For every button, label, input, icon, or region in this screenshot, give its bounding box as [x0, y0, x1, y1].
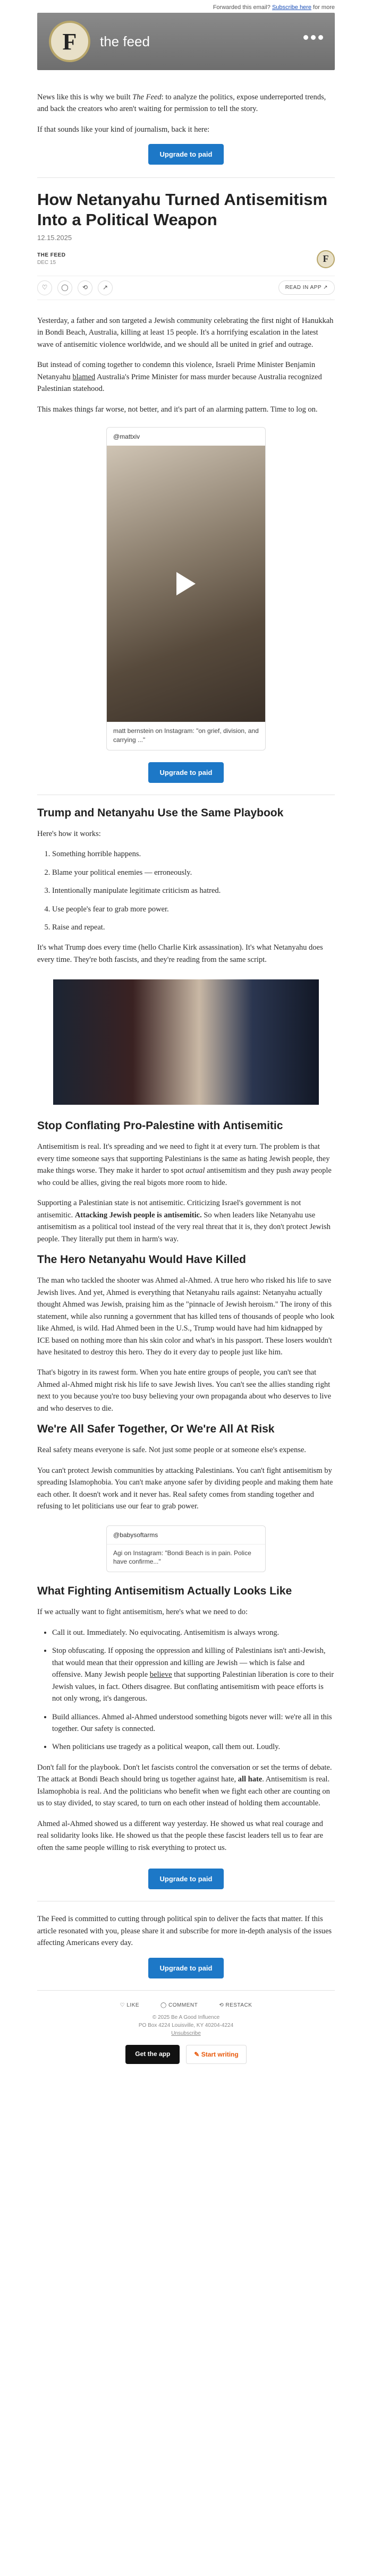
trump-netanyahu-photo — [53, 979, 319, 1105]
article-paragraph: That's bigotry in its rawest form. When you hate entire groups of people, you can't see that Ahmed al-Ahmed might risk his life to save Jewish lives. You can't see the allies standing right next to you because you're too busy believing your own propaganda about who deserves to live and who deserves to die. — [37, 1368, 332, 1413]
restack-icon[interactable]: ⟲ — [78, 280, 92, 295]
list-item: 3. Intentionally manipulate legitimate criticism as hatred. — [52, 885, 335, 897]
upgrade-button[interactable]: Upgrade to paid — [148, 762, 224, 783]
blamed-link[interactable]: blamed — [72, 372, 96, 381]
list-item: • Stop obfuscating. If opposing the oppression and killing of Palestinians isn't anti-Jewish, that would mean that their oppression and killing are Jewish — which is false and offensive. Many Jewish people believe that supporting Palestinian liberation is core to their Jewish values, in fact. Others disagree. But conflating antisemitism with peace efforts is not only wrong, it's dangerous. — [52, 1645, 335, 1704]
subscribe-link[interactable]: Subscribe here — [272, 4, 311, 11]
list-item: • Call it out. Immediately. No equivocating. Antisemitism is always wrong. — [52, 1627, 335, 1639]
list-item: 1. Something horrible happens. — [52, 848, 335, 860]
comment-icon[interactable]: ◯ — [57, 280, 72, 295]
copyright: © 2025 Be A Good Influence — [152, 2014, 220, 2020]
video-thumbnail[interactable] — [107, 446, 265, 722]
heart-icon[interactable]: ♡ — [37, 280, 52, 295]
more-dots-icon[interactable] — [303, 35, 323, 40]
fighting-list — [52, 1627, 335, 1753]
header-banner[interactable] — [37, 13, 335, 70]
read-in-app-button[interactable]: READ IN APP ↗ — [278, 280, 335, 295]
address: PO Box 4224 Louisville, KY 40204-4224 — [138, 2022, 234, 2028]
share-icon[interactable]: ↗ — [98, 280, 113, 295]
author-row — [37, 250, 335, 268]
footer-actions — [37, 2002, 335, 2008]
divider — [37, 177, 335, 178]
action-bar — [37, 276, 335, 300]
article-paragraph: If we actually want to fight antisemitism, here's what we need to do: — [37, 1608, 248, 1617]
article-paragraph: Here's how it works: — [37, 829, 101, 838]
embed-caption: matt bernstein on Instagram: "on grief, division, and carrying ..." — [107, 722, 265, 750]
footer-buttons — [37, 2045, 335, 2064]
upgrade-button[interactable]: Upgrade to paid — [148, 1958, 224, 1978]
section-heading: Trump and Netanyahu Use the Same Playbook — [37, 806, 284, 819]
instagram-embed[interactable] — [106, 1525, 266, 1573]
author-avatar[interactable]: F — [317, 250, 335, 268]
list-item: • When politicians use tragedy as a political weapon, call them out. Loudly. — [52, 1741, 335, 1753]
article-paragraph: The man who tackled the shooter was Ahmed al-Ahmed. A true hero who risked his life to save Jewish lives. And yet, Ahmed is everything that Netanyahu rails against: Netanyahu actually thought Ahmed was Jewish, praising him as the "pinnacle of Jewish heroism." The irony of this statement, while also running a government that has killed tens of thousands of people who look like Ahmed, is wild. Had Ahmed been in the U.S., Trump would have had him kidnapped by ICE based on nothing more than his skin color and what's in his passport. These losers wouldn't have hesitated to destroy this hero. They do it every day to people just like him. — [37, 1276, 334, 1357]
get-app-button[interactable]: Get the app — [125, 2045, 180, 2064]
upgrade-button[interactable]: Upgrade to paid — [148, 144, 224, 165]
playbook-list — [52, 848, 335, 933]
article-paragraph: Yesterday, a father and son targeted a Jewish community celebrating the first night of Hanukkah in Bondi Beach, Australia, killing at least 15 people. It's a horrifying escalation in the latest wave of antisemitic violence worldwide, and we should all be united in grief and outrage. — [37, 316, 334, 349]
section-heading: We're All Safer Together, Or We're All At Risk — [37, 1423, 275, 1436]
preheader-suffix: for more — [313, 4, 335, 11]
publication-logo: F — [49, 21, 90, 62]
article-title[interactable]: How Netanyahu Turned Antisemitism Into a Political Weapon — [37, 190, 328, 229]
pen-icon: ✎ — [194, 2050, 201, 2058]
footer-comment-button[interactable]: ◯ COMMENT — [160, 2002, 198, 2008]
article-date: 12.15.2025 — [37, 233, 72, 242]
intro-paragraph-1: News like this is why we built The Feed: to analyze the politics, expose underreported trends, and back the creators who aren't waiting for permission to tell the story. — [37, 93, 326, 114]
article-paragraph: It's what Trump does every time (hello Charlie Kirk assassination). It's what Netanyahu does every time. They're both fascists, and they're reading from the same script. — [37, 943, 323, 964]
embed-handle: @mattxiv — [113, 433, 140, 441]
unsubscribe-link[interactable]: Unsubscribe — [171, 2030, 201, 2036]
upgrade-button[interactable]: Upgrade to paid — [148, 1869, 224, 1889]
section-heading: What Fighting Antisemitism Actually Looks Like — [37, 1585, 292, 1598]
article-paragraph: Ahmed al-Ahmed showed us a different way yesterday. He showed us what real courage and real solidarity looks like. He showed us that the people these fascist leaders tell us to fear are often the same people willing to risk everything to protect us. — [37, 1819, 323, 1852]
article-paragraph: This makes things far worse, not better, and it's part of an alarming pattern. Time to log on. — [37, 405, 318, 414]
article-paragraph: Antisemitism is real. It's spreading and we need to fight it at every turn. The problem is that every time someone says that supporting Palestinians is the same as hating Jewish people, they make things worse. They make it harder to spot actual antisemitism and they push away people who could be allies, giving the real bigots more room to hide. — [37, 1142, 332, 1187]
publication-title: the feed — [100, 33, 150, 49]
article-paragraph: Supporting a Palestinian state is not antisemitic. Criticizing Israel's government is not antisemitic. Attacking Jewish people is antisemitic. So when leaders like Netanyahu use antisemitism as a political tool instead of the very real threat that it is, they don't protect Jewish people. They literally put them in harm's way. — [37, 1199, 331, 1243]
author-date: DEC 15 — [37, 260, 56, 266]
play-icon[interactable] — [176, 572, 196, 595]
article-paragraph: You can't protect Jewish communities by attacking Palestinians. You can't fight antisemitism by spreading Islamophobia. You can't make anyone safer by dividing people and making them hate each other. It doesn't work and it never has. Real safety comes from standing together and refusing to let politicians use our fear to grab power. — [37, 1466, 333, 1511]
divider — [37, 1990, 335, 1991]
author-name[interactable]: THE FEED — [37, 252, 66, 259]
footer-restack-button[interactable]: ⟲ RESTACK — [219, 2002, 252, 2008]
instagram-embed[interactable] — [106, 427, 266, 750]
list-item: • Build alliances. Ahmed al-Ahmed understood something bigots never will: we're all in this together. Our safety is connected. — [52, 1711, 335, 1735]
article-paragraph: But instead of coming together to condemn this violence, Israeli Prime Minister Benjamin Netanyahu blamed Australia's Prime Minister for mass murder because Australia recognized Palestinian statehood. — [37, 361, 322, 394]
article-paragraph: Don't fall for the playbook. Don't let fascists control the conversation or set the terms of debate. The attack at Bondi Beach should bring us together against hate, all hate. Antisemitism is real. Islamophobia is real. And the politicians who benefit when we fight each other are counting on us to stay divided, to stay scared, to turn on each other instead of holding them accountable. — [37, 1763, 332, 1808]
believe-link[interactable]: believe — [149, 1670, 172, 1679]
section-heading: The Hero Netanyahu Would Have Killed — [37, 1253, 246, 1266]
intro-paragraph-2: If that sounds like your kind of journalism, back it here: — [37, 125, 210, 134]
embed-caption: Agi on Instagram: "Bondi Beach is in pain. Police have confirme..." — [107, 1544, 265, 1572]
footer-info — [37, 2014, 335, 2037]
preheader — [0, 0, 372, 13]
section-heading: Stop Conflating Pro-Palestine with Antisemitic — [37, 1120, 283, 1132]
list-item: 2. Blame your political enemies — erroneously. — [52, 867, 335, 878]
embed-handle: @babysoftarms — [113, 1531, 158, 1539]
preheader-text: Forwarded this email? — [213, 4, 270, 11]
list-item: 5. Raise and repeat. — [52, 922, 335, 933]
footer-like-button[interactable]: ♡ LIKE — [120, 2002, 140, 2008]
outro-paragraph: The Feed is committed to cutting through political spin to deliver the facts that matter. If this article resonated with you, please share it and subscribe for more in-depth analysis of the issues affecting Americans every day. — [37, 1915, 332, 1948]
article-paragraph: Real safety means everyone is safe. Not just some people or at someone else's expense. — [37, 1446, 306, 1455]
list-item: 4. Use people's fear to grab more power. — [52, 903, 335, 915]
start-writing-button[interactable]: ✎ Start writing — [186, 2045, 246, 2064]
